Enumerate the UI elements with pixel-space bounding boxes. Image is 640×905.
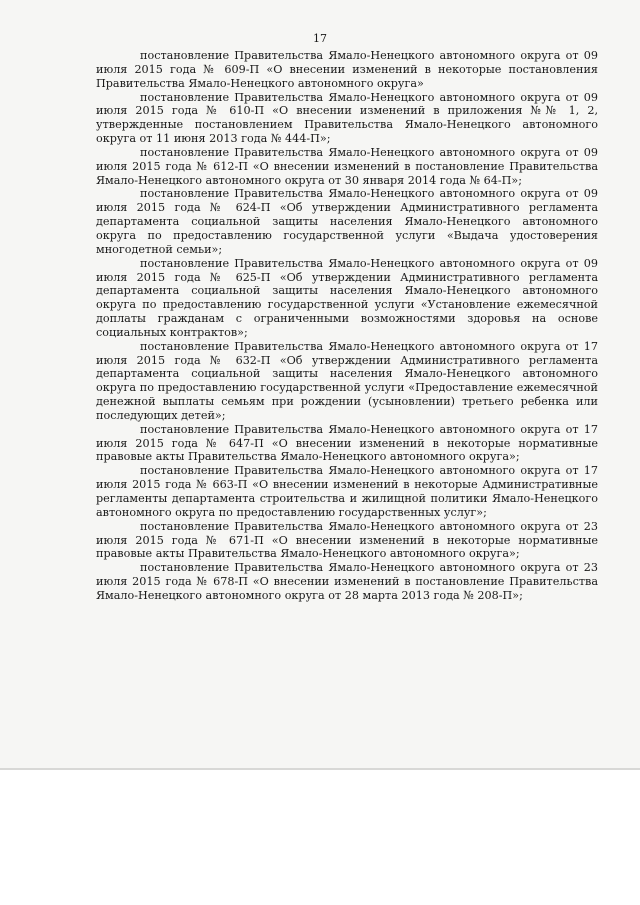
resolution-item-612: постановление Правительства Ямало-Ненецкого автономного округа от 09 июля 2015 года № 612-П «О внесении изменений в постановление Правительства Ямало-Ненецкого автономного округа от 30 января 2014 года № 64-П»; [96,145,598,187]
resolution-item-609: постановление Правительства Ямало-Ненецкого автономного округа от 09 июля 2015 года № 609-П «О внесении изменений в некоторые постановления Правительства Ямало-Ненецкого автономного округа» [96,49,598,90]
page-edge-divider [0,768,640,770]
resolution-item-678: постановление Правительства Ямало-Ненецкого автономного округа от 23 июля 2015 года № 678-П «О внесении изменений в постановление Правительства Ямало-Ненецкого автономного округа от 28 марта 2013 года № 208-П»; [96,561,598,602]
page-number: 17 [313,32,327,45]
resolution-item-625: постановление Правительства Ямало-Ненецкого автономного округа от 09 июля 2015 года № 625-П «Об утверждении Административного регламента департамента социальной защиты населения Ямало-Ненецкого автономного округа по предоставлению государственной услуги «Установление ежемесячной доплаты гражданам с ограниченными возможностями здоровья на основе социальных контрактов»; [96,256,598,339]
document-body [96,49,598,603]
resolution-item-632: постановление Правительства Ямало-Ненецкого автономного округа от 17 июля 2015 года № 632-П «Об утверждении Административного регламента департамента социальной защиты населения Ямало-Ненецкого автономного округа по предоставлению государственной услуги «Предоставление ежемесячной денежной выплаты семьям при рождении (усыновлении) третьего ребенка или последующих детей»; [96,339,598,422]
resolution-item-663: постановление Правительства Ямало-Ненецкого автономного округа от 17 июля 2015 года № 663-П «О внесении изменений в некоторые Административные регламенты департамента строительства и жилищной политики Ямало-Ненецкого автономного округа по предоставлению государственных услуг»; [96,464,598,519]
resolution-item-624: постановление Правительства Ямало-Ненецкого автономного округа от 09 июля 2015 года № 624-П «Об утверждении Административного регламента департамента социальной защиты населения Ямало-Ненецкого автономного округа по предоставлению государственной услуги «Выдача удостоверения многодетной семьи»; [96,187,598,256]
resolution-item-610: постановление Правительства Ямало-Ненецкого автономного округа от 09 июля 2015 года № 610-П «О внесении изменений в приложения №№ 1, 2, утвержденные постановлением Правительства Ямало-Ненецкого автономного округа от 11 июня 2013 года № 444-П»; [96,90,598,146]
resolution-item-647: постановление Правительства Ямало-Ненецкого автономного округа от 17 июля 2015 года № 647-П «О внесении изменений в некоторые нормативные правовые акты Правительства Ямало-Ненецкого автономного округа»; [96,422,598,464]
resolution-item-671: постановление Правительства Ямало-Ненецкого автономного округа от 23 июля 2015 года № 671-П «О внесении изменений в некоторые нормативные правовые акты Правительства Ямало-Ненецкого автономного округа»; [96,519,598,561]
